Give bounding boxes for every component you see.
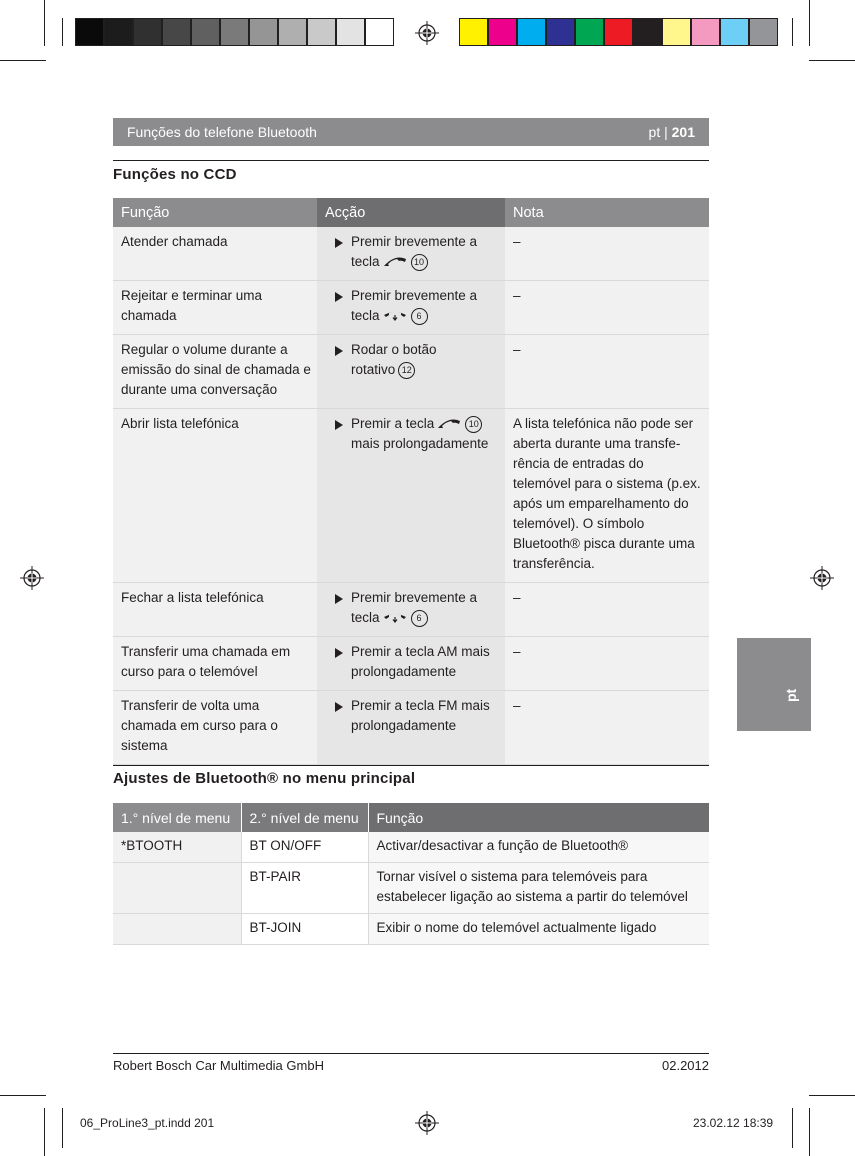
color-swatch bbox=[633, 18, 662, 46]
color-swatch bbox=[575, 18, 604, 46]
cell-function: Transferir de volta uma chamada em curso para o sistema bbox=[113, 691, 317, 765]
language-side-tab bbox=[737, 638, 811, 731]
footer-company: Robert Bosch Car Multimedia GmbH bbox=[113, 1058, 324, 1073]
gray-swatch bbox=[307, 18, 336, 46]
gray-swatch bbox=[191, 18, 220, 46]
divider bbox=[113, 160, 709, 161]
registration-mark-icon bbox=[20, 566, 44, 590]
gray-swatch bbox=[133, 18, 162, 46]
color-swatch bbox=[459, 18, 488, 46]
table-row bbox=[113, 227, 709, 281]
crop-mark bbox=[792, 18, 793, 46]
crop-mark bbox=[809, 1095, 855, 1096]
key-number: 10 bbox=[411, 254, 428, 271]
cell-note: – bbox=[505, 583, 709, 637]
cell-function: Fechar a lista telefónica bbox=[113, 583, 317, 637]
color-swatch bbox=[749, 18, 778, 46]
column-header-menu-level-1: 1.° nível de menu bbox=[113, 803, 241, 832]
cell-action bbox=[317, 691, 505, 765]
cell-menu-level-2: BT ON/OFF bbox=[241, 832, 368, 863]
color-swatch bbox=[691, 18, 720, 46]
bullet-arrow-icon bbox=[335, 702, 343, 712]
bullet-arrow-icon bbox=[335, 238, 343, 248]
crop-mark bbox=[0, 60, 46, 61]
color-swatch bbox=[488, 18, 517, 46]
running-head-page bbox=[649, 124, 695, 140]
gray-swatch bbox=[104, 18, 133, 46]
phone-pickup-icon bbox=[436, 418, 462, 430]
running-head-title: Funções do telefone Bluetooth bbox=[127, 124, 317, 140]
crop-mark bbox=[62, 1108, 63, 1148]
crop-mark bbox=[44, 0, 45, 46]
color-swatch bbox=[720, 18, 749, 46]
bullet-arrow-icon bbox=[335, 346, 343, 356]
bluetooth-menu-table bbox=[113, 803, 709, 945]
key-number: 6 bbox=[411, 610, 428, 627]
cell-note: – bbox=[505, 281, 709, 335]
footer-divider bbox=[113, 1053, 709, 1054]
column-header-menu-function: Função bbox=[368, 803, 709, 832]
cell-action bbox=[317, 281, 505, 335]
gray-swatch bbox=[365, 18, 394, 46]
action-text: Premir a tecla FM mais bbox=[351, 698, 490, 713]
column-header-menu-level-2: 2.° nível de menu bbox=[241, 803, 368, 832]
crop-mark bbox=[62, 18, 63, 46]
bullet-arrow-icon bbox=[335, 420, 343, 430]
footer-date: 02.2012 bbox=[662, 1058, 709, 1073]
slug-timestamp: 23.02.12 18:39 bbox=[693, 1116, 774, 1130]
crop-mark bbox=[44, 1108, 45, 1156]
table-row bbox=[113, 281, 709, 335]
crop-mark bbox=[792, 1108, 793, 1148]
action-text: tecla bbox=[351, 308, 380, 323]
cell-menu-level-2: BT-PAIR bbox=[241, 863, 368, 914]
phone-hangup-icon bbox=[382, 310, 408, 322]
bullet-arrow-icon bbox=[335, 292, 343, 302]
cell-function: Regular o volume durante a emissão do sinal de chamada e durante uma conversação bbox=[113, 335, 317, 409]
cell-action bbox=[317, 583, 505, 637]
cell-note: – bbox=[505, 691, 709, 765]
cell-action bbox=[317, 335, 505, 409]
gray-swatch bbox=[336, 18, 365, 46]
bullet-arrow-icon bbox=[335, 648, 343, 658]
ccd-table-body bbox=[113, 227, 709, 765]
bullet-arrow-icon bbox=[335, 594, 343, 604]
action-text: Premir a tecla bbox=[351, 416, 435, 431]
divider bbox=[113, 765, 709, 766]
action-text: Premir brevemente a bbox=[351, 288, 478, 303]
table-row bbox=[113, 637, 709, 691]
section-title-ccd: Funções no CCD bbox=[113, 166, 237, 183]
cell-menu-level-1: *BTOOTH bbox=[113, 832, 241, 863]
cell-note: – bbox=[505, 335, 709, 409]
color-swatch bbox=[546, 18, 575, 46]
key-number: 10 bbox=[465, 416, 482, 433]
crop-mark bbox=[809, 60, 855, 61]
color-swatch bbox=[662, 18, 691, 46]
key-number: 12 bbox=[398, 362, 415, 379]
gray-swatch bbox=[220, 18, 249, 46]
action-text: tecla bbox=[351, 610, 380, 625]
action-text: tecla bbox=[351, 254, 380, 269]
registration-mark-icon bbox=[415, 21, 439, 45]
cell-function: Rejeitar e terminar uma chamada bbox=[113, 281, 317, 335]
column-header-note: Nota bbox=[505, 198, 709, 227]
cell-function: Abrir lista telefónica bbox=[113, 409, 317, 583]
action-text: Premir brevemente a bbox=[351, 590, 478, 605]
action-text: prolongadamente bbox=[351, 664, 457, 679]
crop-mark bbox=[809, 1108, 810, 1156]
gray-swatch bbox=[162, 18, 191, 46]
phone-pickup-icon bbox=[382, 256, 408, 268]
action-text: Rodar o botão bbox=[351, 342, 437, 357]
running-head bbox=[113, 118, 709, 146]
action-text: Premir brevemente a bbox=[351, 234, 478, 249]
cell-note: – bbox=[505, 637, 709, 691]
page-number: 201 bbox=[671, 124, 695, 140]
table-row bbox=[113, 863, 709, 914]
key-number: 6 bbox=[411, 308, 428, 325]
gray-swatch bbox=[278, 18, 307, 46]
gray-swatch bbox=[75, 18, 104, 46]
phone-hangup-icon bbox=[382, 612, 408, 624]
cell-action bbox=[317, 227, 505, 281]
bluetooth-table-body bbox=[113, 832, 709, 945]
color-swatch bbox=[517, 18, 546, 46]
side-tab-label: pt bbox=[783, 688, 799, 702]
cell-menu-function: Activar/desactivar a função de Bluetooth® bbox=[368, 832, 709, 863]
table-row bbox=[113, 914, 709, 945]
crop-mark bbox=[809, 0, 810, 46]
cell-note: A lista telefónica não pode ser aberta durante uma transfe-rência de entradas do telemóvel para o sistema (p.ex. após um emparelhamento do telemóvel). O símbolo Bluetooth® pisca durante uma transferência. bbox=[505, 409, 709, 583]
cell-menu-level-2: BT-JOIN bbox=[241, 914, 368, 945]
cell-function: Atender chamada bbox=[113, 227, 317, 281]
section-title-bluetooth-menu: Ajustes de Bluetooth® no menu principal bbox=[113, 770, 416, 787]
slug-file: 06_ProLine3_pt.indd 201 bbox=[80, 1116, 215, 1130]
table-row bbox=[113, 691, 709, 765]
cell-menu-level-1 bbox=[113, 914, 241, 945]
table-row bbox=[113, 335, 709, 409]
column-header-action: Acção bbox=[317, 198, 505, 227]
language-code: pt | bbox=[648, 124, 668, 140]
table-row bbox=[113, 583, 709, 637]
cell-menu-function: Tornar visível o sistema para telemóveis para estabelecer ligação ao sistema a partir do telemóvel bbox=[368, 863, 709, 914]
action-text: rotativo bbox=[351, 362, 396, 377]
action-text: mais prolongadamente bbox=[351, 436, 489, 451]
cell-menu-function: Exibir o nome do telemóvel actualmente ligado bbox=[368, 914, 709, 945]
action-text: prolongadamente bbox=[351, 718, 457, 733]
ccd-functions-table bbox=[113, 198, 709, 765]
column-header-function: Função bbox=[113, 198, 317, 227]
cell-action bbox=[317, 637, 505, 691]
cell-function: Transferir uma chamada em curso para o telemóvel bbox=[113, 637, 317, 691]
registration-mark-icon bbox=[810, 566, 834, 590]
registration-mark-icon bbox=[415, 1111, 439, 1135]
table-row bbox=[113, 409, 709, 583]
cell-menu-level-1 bbox=[113, 863, 241, 914]
color-swatch bbox=[604, 18, 633, 46]
cell-note: – bbox=[505, 227, 709, 281]
crop-mark bbox=[0, 1095, 46, 1096]
gray-swatch bbox=[249, 18, 278, 46]
action-text: Premir a tecla AM mais bbox=[351, 644, 490, 659]
table-row bbox=[113, 832, 709, 863]
cell-action bbox=[317, 409, 505, 583]
